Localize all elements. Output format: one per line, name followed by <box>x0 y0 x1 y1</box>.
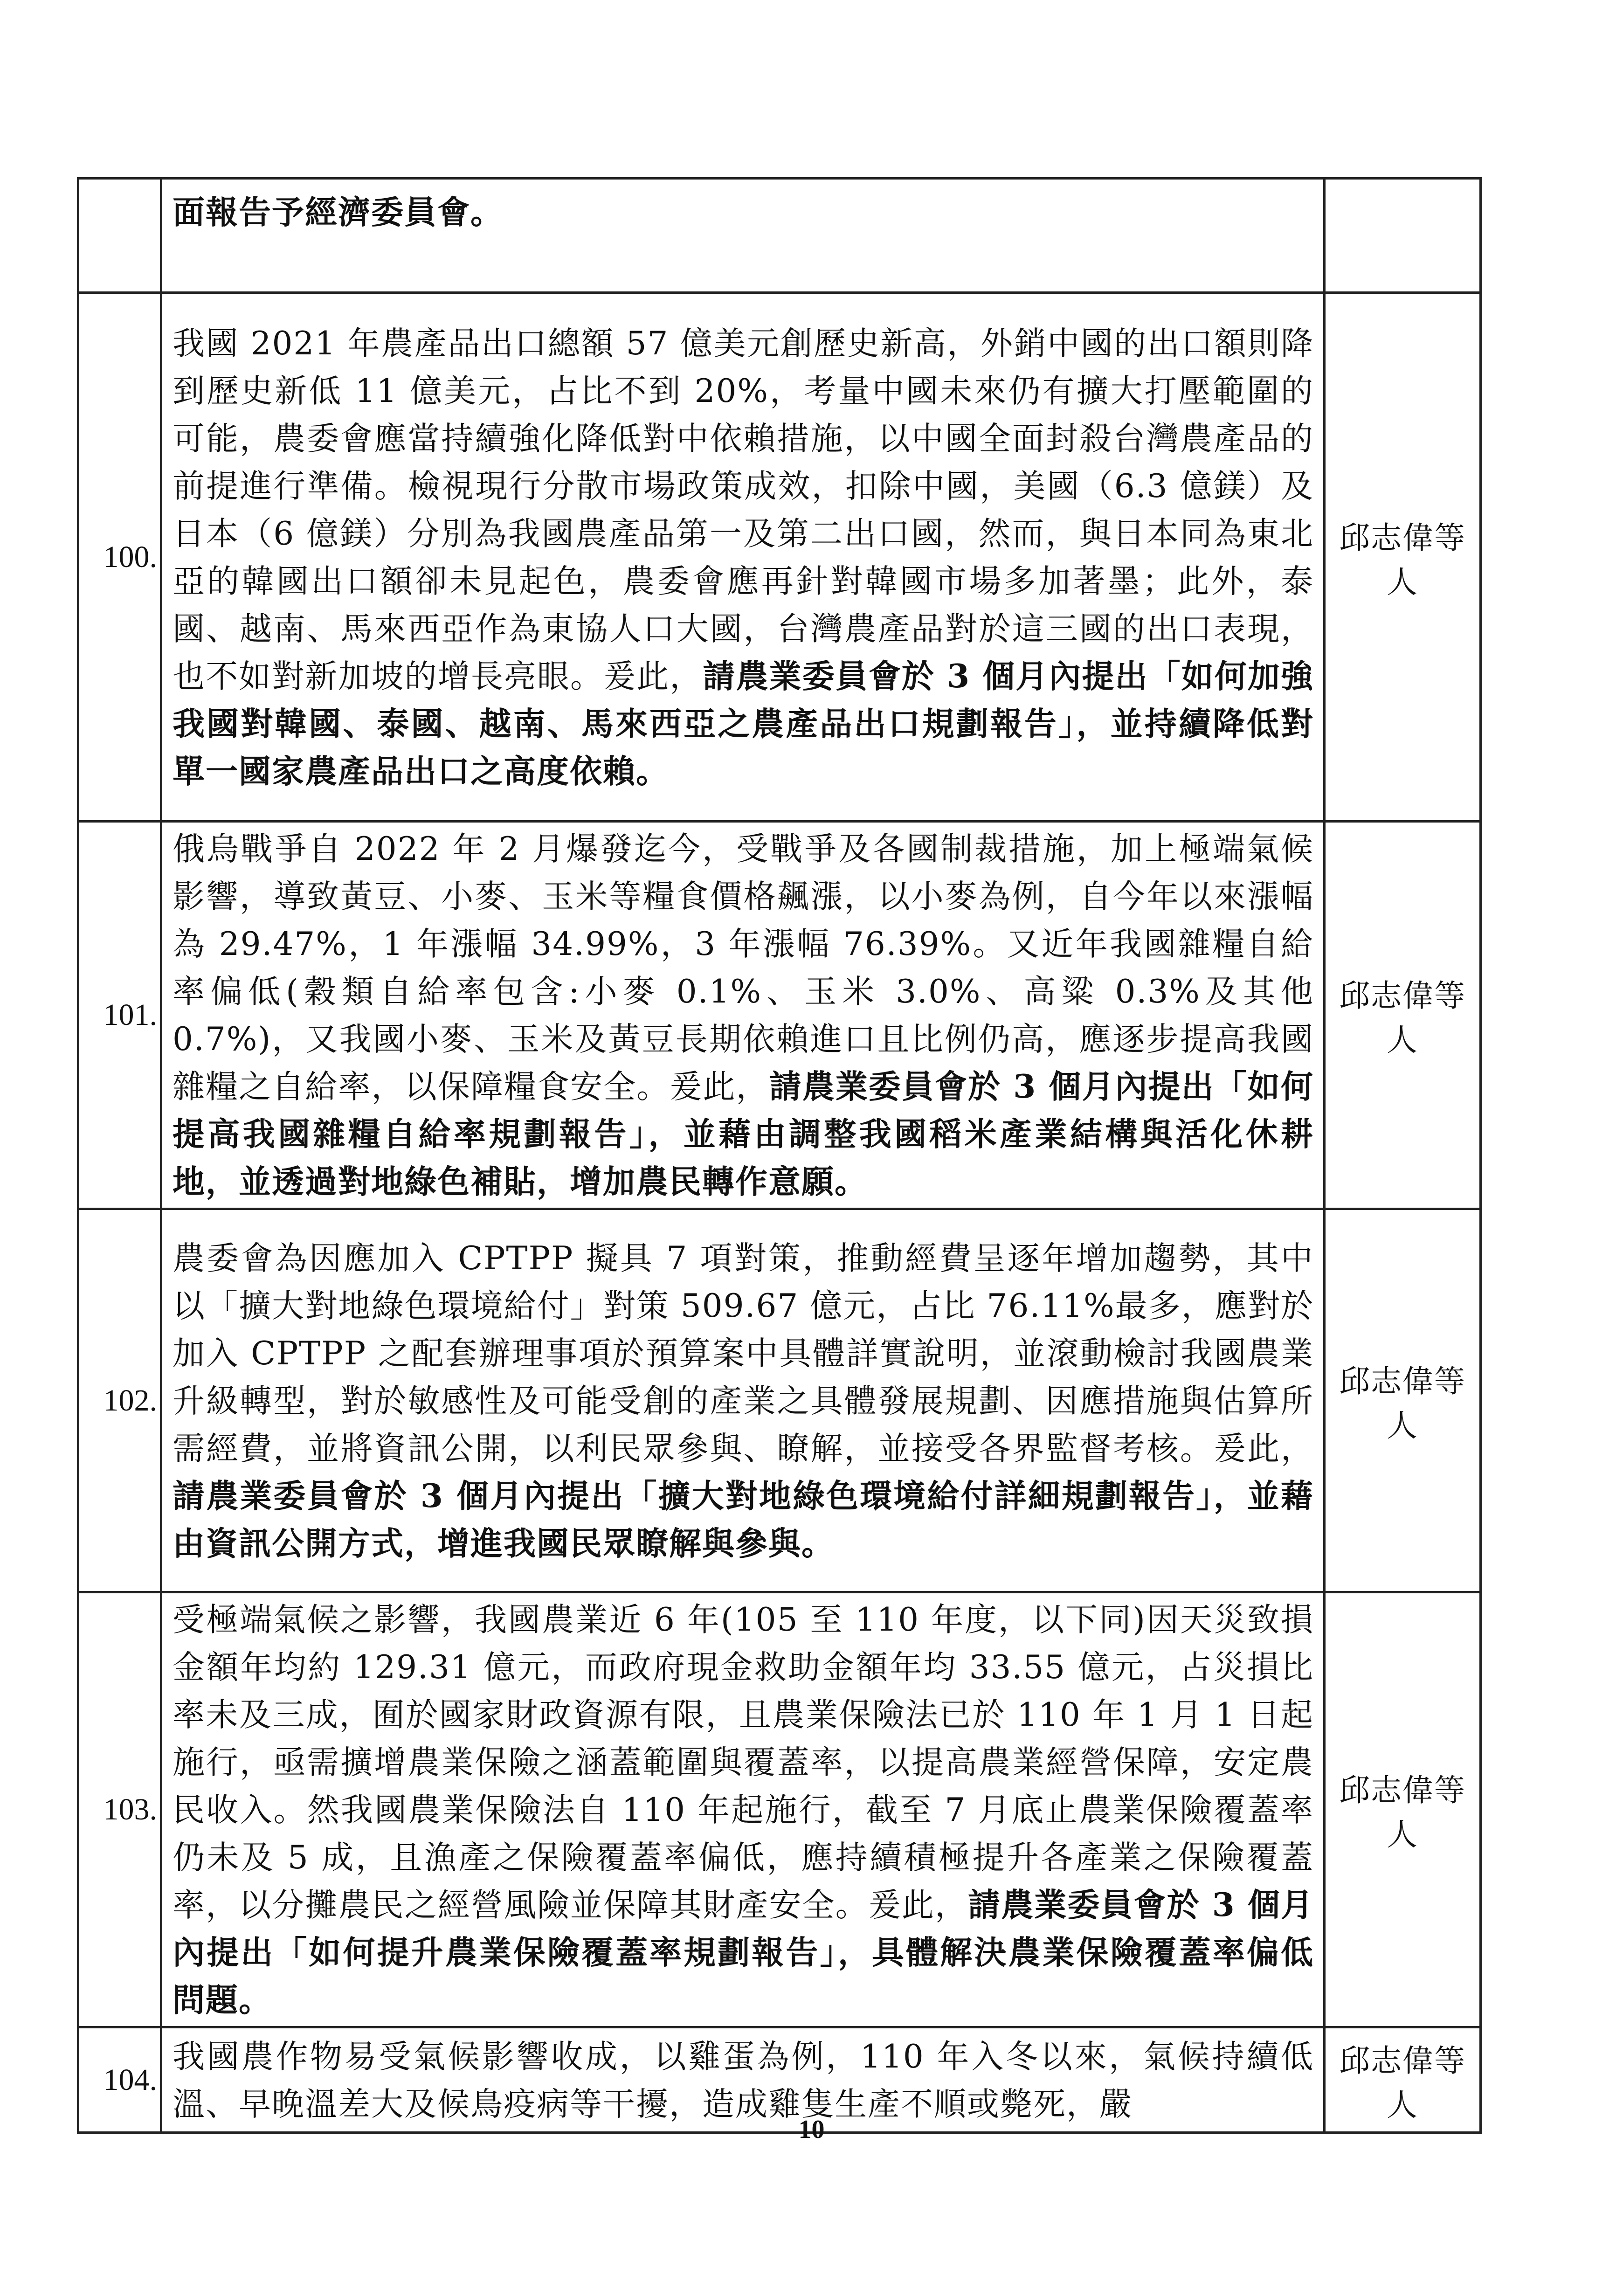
page-number: 10 <box>798 2115 825 2144</box>
row-number: 100. <box>78 293 161 822</box>
row-number <box>78 179 161 293</box>
motion-text-bold: 請農業委員會於 3 個月內提出「如何提高我國雜糧自給率規劃報告」，並藉由調整我國稻米產業結構與活化休耕地，並透過對地綠色補貼，增加農民轉作意願。 <box>173 1068 1314 1201</box>
motion-text-bold: 請農業委員會於 3 個月內提出「如何加強我國對韓國、泰國、越南、馬來西亞之農產品出口規劃報告」，並持續降低對單一國家農產品出口之高度依賴。 <box>173 657 1314 790</box>
motion-text-bold: 面報告予經濟委員會。 <box>173 194 504 231</box>
motion-text-normal: 農委會為因應加入 CPTPP 擬具 7 項對策，推動經費呈逐年增加趨勢，其中以「擴大對地綠色環境給付」對策 509.67 億元，占比 76.11%最多，應對於加入 CPTPP 之配套辦理事項於預算案中具體詳實說明，並滾動檢討我國農業升級轉型，對於敏感性及可能受創的產業之具體發展規劃、因應措施與估算所需經費，並將資訊公開，以利民眾參與、瞭解，並接受各界監督考核。爰此， <box>173 1239 1314 1467</box>
proposer: 邱志偉等人 <box>1325 1209 1481 1592</box>
proposer: 邱志偉等人 <box>1325 293 1481 822</box>
motion-text-bold: 請農業委員會於 3 個月內提出「擴大對地綠色環境給付詳細規劃報告」，並藉由資訊公開方式，增進我國民眾瞭解與參與。 <box>173 1477 1314 1563</box>
motion-text <box>161 293 1325 822</box>
motion-text <box>161 1592 1325 2027</box>
row-number: 101. <box>78 822 161 1209</box>
motion-text <box>161 822 1325 1209</box>
table-row <box>78 179 1481 293</box>
proposer: 邱志偉等人 <box>1325 1592 1481 2027</box>
row-number: 103. <box>78 1592 161 2027</box>
table-row <box>78 822 1481 1209</box>
proposer: 邱志偉等人 <box>1325 822 1481 1209</box>
table-row <box>78 293 1481 822</box>
row-number: 102. <box>78 1209 161 1592</box>
motion-text <box>161 179 1325 293</box>
motion-text <box>161 1209 1325 1592</box>
proposer <box>1325 179 1481 293</box>
table-row <box>78 1592 1481 2027</box>
table-row <box>78 1209 1481 1592</box>
motion-text-normal: 受極端氣候之影響，我國農業近 6 年(105 至 110 年度，以下同)因天災致損金額年均約 129.31 億元，而政府現金救助金額年均 33.55 億元，占災損比率未及三成，囿於國家財政資源有限，且農業保險法已於 110 年 1 月 1 日起施行，亟需擴增農業保險之涵蓋範圍與覆蓋率，以提高農業經營保障，安定農民收入。然我國農業保險法自 110 年起施行，截至 7 月底止農業保險覆蓋率仍未及 5 成，且漁產之保險覆蓋率偏低，應持續積極提升各產業之保險覆蓋率，以分攤農民之經營風險並保障其財產安全。爰此， <box>173 1601 1314 1924</box>
proposer: 邱志偉等人 <box>1325 2027 1481 2133</box>
motion-text-normal: 我國農作物易受氣候影響收成，以雞蛋為例，110 年入冬以來，氣候持續低溫、早晚溫差大及候鳥疫病等干擾，造成雞隻生產不順或斃死，嚴 <box>173 2038 1314 2123</box>
motion-text-normal: 我國 2021 年農產品出口總額 57 億美元創歷史新高，外銷中國的出口額則降到歷史新低 11 億美元，占比不到 20%，考量中國未來仍有擴大打壓範圍的可能，農委會應當持續強化降低對中依賴措施，以中國全面封殺台灣農產品的前提進行準備。檢視現行分散市場政策成效，扣除中國，美國（6.3 億鎂）及日本（6 億鎂）分別為我國農產品第一及第二出口國，然而，與日本同為東北亞的韓國出口額卻未見起色，農委會應再針對韓國市場多加著墨；此外，泰國、越南、馬來西亞作為東協人口大國，台灣農產品對於這三國的出口表現，也不如對新加坡的增長亮眼。爰此， <box>173 325 1314 695</box>
motion-text-bold: 請農業委員會於 3 個月內提出「如何提升農業保險覆蓋率規劃報告」，具體解決農業保險覆蓋率偏低問題。 <box>173 1886 1314 2019</box>
motions-table <box>77 177 1482 2134</box>
motion-text-normal: 俄烏戰爭自 2022 年 2 月爆發迄今，受戰爭及各國制裁措施，加上極端氣候影響，導致黃豆、小麥、玉米等糧食價格飆漲，以小麥為例，自今年以來漲幅為 29.47%，1 年漲幅 34.99%，3 年漲幅 76.39%。又近年我國雜糧自給率偏低(穀類自給率包含:小麥 0.1%、玉米 3.0%、高粱 0.3%及其他 0.7%)，又我國小麥、玉米及黃豆長期依賴進口且比例仍高，應逐步提高我國雜糧之自給率，以保障糧食安全。爰此， <box>173 830 1314 1106</box>
row-number: 104. <box>78 2027 161 2133</box>
